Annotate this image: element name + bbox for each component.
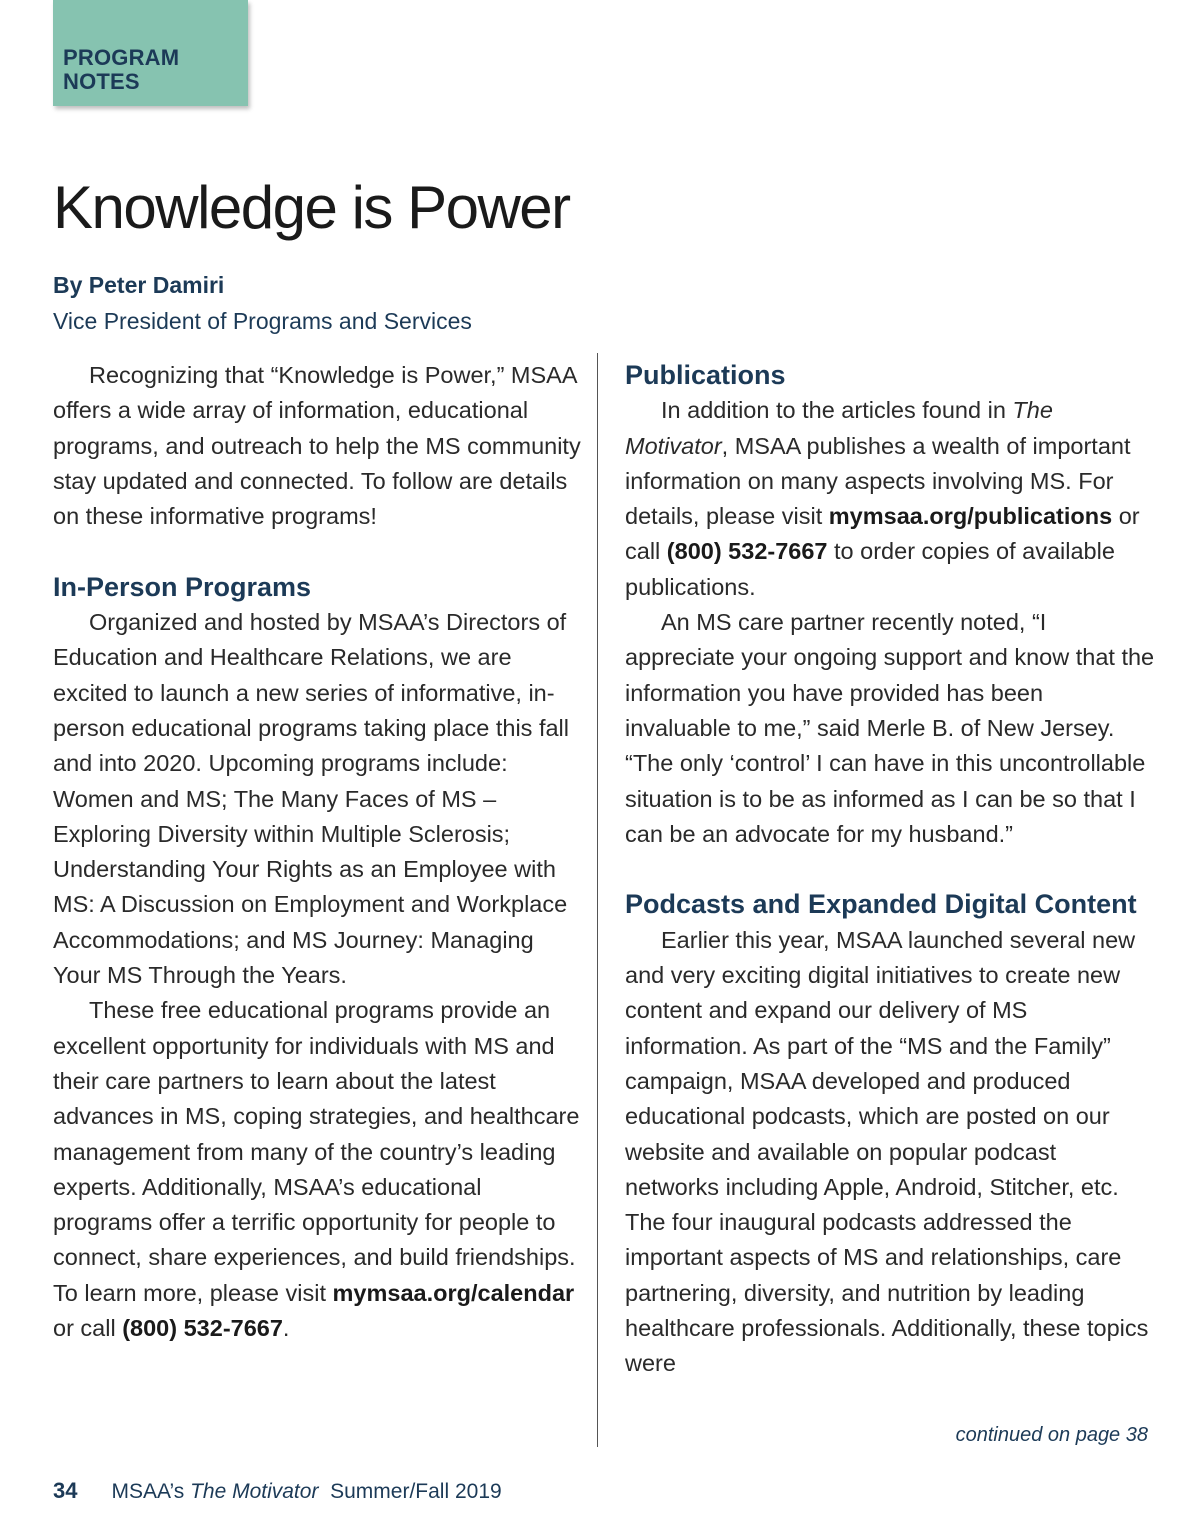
footer-issue: Summer/Fall 2019 bbox=[330, 1480, 502, 1503]
pub-p1-text-d: to order copies of available publications. bbox=[625, 538, 1115, 600]
inperson-p2-text-b: or call bbox=[53, 1315, 123, 1342]
footer-pub-prefix: MSAA’s bbox=[111, 1480, 191, 1503]
publications-paragraph-2: An MS care partner recently noted, “I appreciate your ongoing support and know that the information you have provided has been invaluable to me,” said Merle B. of New Jersey. “The only ‘control’ I can have in this uncontrollable situation is to be as informed as I can be so that I can be an advocate for my husband.” bbox=[625, 609, 1155, 847]
inperson-p2-text-c: . bbox=[282, 1315, 290, 1342]
right-column bbox=[625, 358, 1155, 1382]
tab-line-2: NOTES bbox=[63, 69, 140, 94]
intro-paragraph: Recognizing that “Knowledge is Power,” MSAA offers a wide array of information, educational programs, and outreach to help the MS community stay updated and connected. To follow are details on these informative programs! bbox=[53, 362, 581, 530]
inperson-paragraph-1: Organized and hosted by MSAA’s Directors of Education and Healthcare Relations, we are excited to launch a new series of informative, in-person educational programs taking place this fall and into 2020. Upcoming programs include: Women and MS; The Many Faces of MS – Exploring Diversity within Multiple Sclerosis; Understanding Your Rights as an Employee with MS: A Discussion on Employment and Workplace Accommodations; and MS Journey: Managing Your MS Through the Years. bbox=[53, 609, 569, 989]
podcasts-heading: Podcasts and Expanded Digital Content bbox=[625, 889, 1137, 920]
footer-pub-name: The Motivator bbox=[190, 1480, 319, 1503]
spacer bbox=[53, 534, 583, 569]
pub-p1-magazine-name: The Motivator bbox=[625, 397, 1053, 459]
calendar-link[interactable]: mymsaa.org/calendar bbox=[332, 1279, 575, 1306]
publications-heading: Publications bbox=[625, 360, 786, 390]
left-column bbox=[53, 358, 583, 1346]
publications-paragraph-1 bbox=[625, 393, 1155, 605]
column-divider bbox=[597, 353, 598, 1447]
author-byline: By Peter Damiri bbox=[53, 272, 225, 298]
pub-p1-text-b: , MSAA publishes a wealth of important information on many aspects involving MS. For details, please visit bbox=[625, 432, 1131, 530]
publications-link[interactable]: mymsaa.org/publications bbox=[828, 503, 1113, 530]
inperson-p2-text-a: These free educational programs provide an excellent opportunity for individuals with MS and their care partners to learn about the latest advances in MS, coping strategies, and healthcare management from many of the country’s leading experts. Additionally, MSAA’s educational programs offer a terrific opportunity for people to connect, share experiences, and build friendships. To learn more, please visit bbox=[53, 997, 580, 1306]
inperson-paragraph-2 bbox=[53, 993, 583, 1346]
page-number: 34 bbox=[53, 1478, 78, 1503]
continued-note: continued on page 38 bbox=[955, 1424, 1148, 1446]
tab-line-1: PROGRAM bbox=[63, 45, 180, 70]
page-footer bbox=[53, 1476, 502, 1507]
podcasts-paragraph-1: Earlier this year, MSAA launched several new and very exciting digital initiatives to create new content and expand our delivery of MS information. As part of the “MS and the Family” campaign, MSAA developed and produced educational podcasts, which are posted on our website and available on popular podcast networks including Apple, Android, Stitcher, etc. The four inaugural podcasts addressed the important aspects of MS and relationships, care partnering, diversity, and nutrition by leading healthcare professionals. Additionally, these topics were bbox=[625, 926, 1149, 1377]
pub-p1-text-a: In addition to the articles found in bbox=[661, 397, 1013, 424]
section-tab bbox=[53, 0, 248, 106]
pub-p1-text-c: or call bbox=[625, 503, 1140, 565]
inperson-phone: (800) 532-7667 bbox=[122, 1315, 283, 1342]
author-role: Vice President of Programs and Services bbox=[53, 308, 472, 334]
article-title: Knowledge is Power bbox=[53, 174, 570, 241]
spacer bbox=[625, 852, 1155, 887]
inperson-heading: In-Person Programs bbox=[53, 571, 312, 602]
publications-phone: (800) 532-7667 bbox=[666, 538, 828, 565]
section-tab-label bbox=[63, 46, 179, 94]
